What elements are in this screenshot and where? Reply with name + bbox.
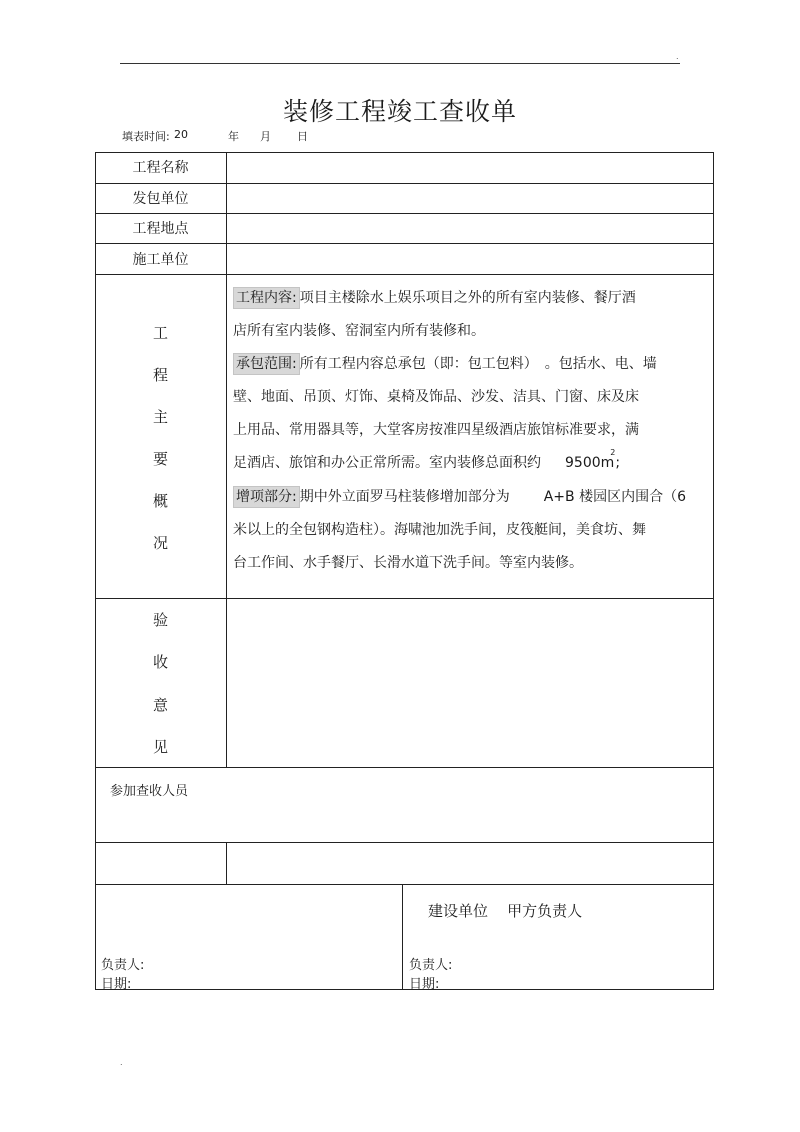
date-day-unit: 日 (297, 130, 308, 143)
overview-label-char: 主 (152, 408, 168, 426)
builder-field[interactable] (227, 244, 713, 274)
corner-dot: . (676, 52, 679, 61)
location-field[interactable] (227, 214, 713, 243)
location-label: 工程地点 (132, 221, 189, 237)
acceptance-label-char: 验 (152, 611, 168, 629)
scope-line: 上用品、常用器具等，大堂客房按准四星级酒店旅馆标准要求，满 (233, 422, 639, 438)
table-border-bottom (95, 989, 714, 990)
overview-label-char: 概 (152, 492, 168, 510)
scope-label: 承包范围: (233, 353, 300, 375)
extra-label: 增项部分: (233, 486, 300, 508)
page-title: 装修工程竣工查收单 (282, 97, 517, 126)
contractor-out-field[interactable] (227, 184, 713, 213)
area-value: 9500m (565, 455, 615, 471)
left-date-label: 日期: (101, 977, 132, 992)
scope-line (233, 348, 703, 381)
acceptance-label-char: 见 (152, 738, 168, 756)
top-rule (120, 63, 680, 64)
content-line: 店所有室内装修、窑洞室内所有装修和。 (233, 323, 485, 339)
content-label: 工程内容: (233, 287, 300, 309)
date-year-value: 20 (174, 128, 188, 141)
table-line (95, 884, 714, 885)
participants-label: 参加查收人员 (110, 784, 189, 799)
acceptance-field[interactable] (227, 599, 713, 767)
scope-line (233, 447, 703, 481)
left-person-label: 负责人: (101, 958, 145, 973)
right-person-label: 负责人: (409, 958, 453, 973)
extra-text: 期中外立面罗马柱装修增加部分为 (299, 489, 510, 505)
participants-field[interactable] (96, 768, 713, 842)
overview-label-char: 况 (152, 534, 168, 552)
overview-label-char: 程 (152, 366, 168, 384)
footer-dot: . (120, 1058, 123, 1067)
area-tail: ; (615, 455, 621, 471)
scope-text-tail: 。包括水、电、墙 (544, 356, 657, 372)
acceptance-label-char: 意 (152, 696, 168, 714)
date-label: 填表时间: (122, 130, 170, 143)
right-date-label: 日期: (409, 977, 440, 992)
contractor-out-label: 发包单位 (132, 191, 189, 207)
signoff-title: 建设单位 甲方负责人 (428, 902, 583, 920)
extra-line: 米以上的全包钢构造柱）。海啸池加洗手间，皮筏艇间，美食坊、舞 (233, 522, 646, 538)
blank-cell-left[interactable] (96, 843, 226, 884)
project-name-field[interactable] (227, 153, 713, 183)
scope-text: 所有工程内容总承包（即：包工包料） (299, 356, 531, 372)
scope-line: 壁、地面、吊顶、灯饰、桌椅及饰品、沙发、洁具、门窗、床及床 (233, 389, 639, 405)
extra-line (233, 481, 703, 514)
blank-cell-right[interactable] (227, 843, 713, 884)
table-border-right (713, 152, 714, 990)
overview-label-char: 要 (152, 450, 168, 468)
acceptance-label-char: 收 (152, 653, 168, 671)
content-line (233, 282, 703, 315)
extra-line: 台工作间、水手餐厅、长滑水道下洗手间。等室内装修。 (233, 555, 583, 571)
content-text: 项目主楼除水上娱乐项目之外的所有室内装修、餐厅酒 (299, 290, 636, 306)
date-year-unit: 年 (228, 130, 239, 143)
project-name-label: 工程名称 (132, 160, 189, 176)
date-month-unit: 月 (260, 130, 271, 143)
extra-text-tail: A+B 楼园区内围合（6 (543, 489, 686, 505)
builder-label: 施工单位 (132, 252, 189, 268)
signoff-divider (402, 884, 403, 990)
overview-content (233, 282, 703, 580)
table-line (95, 274, 714, 275)
area-superscript: 2 (610, 448, 616, 457)
overview-label-char: 工 (152, 324, 168, 342)
scope-text: 足酒店、旅馆和办公正常所需。室内装修总面积约 (233, 455, 541, 471)
